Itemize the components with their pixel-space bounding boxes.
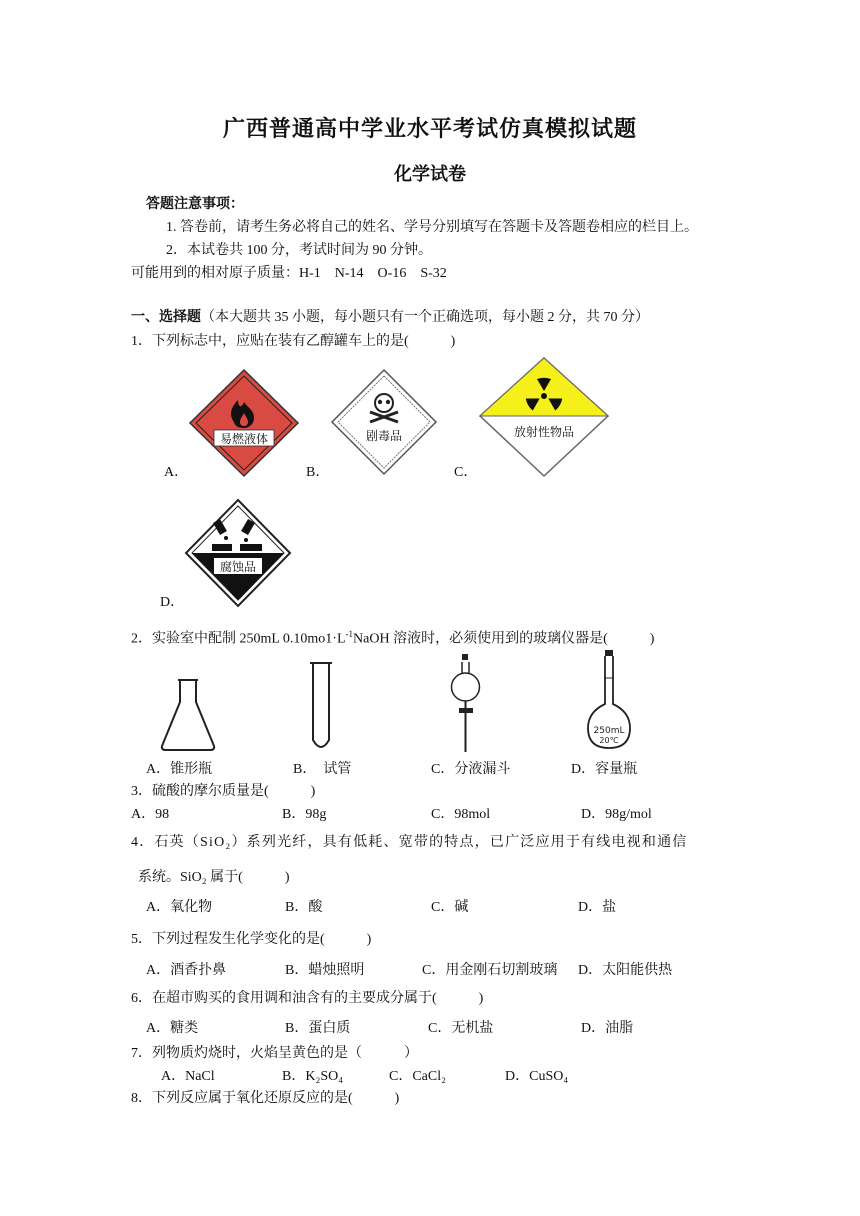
q2-option-d: D．容量瓶 xyxy=(571,762,638,777)
q2-option-a: A．锥形瓶 xyxy=(146,762,213,777)
sign-d-label: 腐蚀品 xyxy=(219,560,257,574)
q3-option-c: C．98mol xyxy=(431,807,491,822)
q5-option-d: D．太阳能供热 xyxy=(578,963,673,978)
q2-stem-post: NaOH 溶液时，必须使用到的玻璃仪器是( ) xyxy=(353,631,655,647)
notice-heading: 答题注意事项： xyxy=(146,197,244,212)
q5-option-c: C．用金刚石切割玻璃 xyxy=(422,963,558,978)
question-5-stem: 5．下列过程发生化学变化的是( ) xyxy=(131,932,372,947)
q1-option-c: C． xyxy=(454,465,478,480)
question-4-line-1: 4．石英（SiO₂）系列光纤，具有低耗、宽带的特点，已广泛应用于有线电视和通信 xyxy=(131,835,688,850)
q5-option-b: B．蜡烛照明 xyxy=(285,963,365,978)
separatory-funnel-icon xyxy=(446,652,486,756)
question-4-line-2: 系统。SiO₂ 属于( ) xyxy=(138,870,290,885)
question-1-stem: 1．下列标志中，应贴在装有乙醇罐车上的是( ) xyxy=(131,334,456,349)
q4-option-d: D．盐 xyxy=(578,900,617,915)
q6-option-b: B．蛋白质 xyxy=(285,1021,351,1036)
section-description: （本大题共 35 小题，每小题只有一个正确选项，每小题 2 分，共 70 分） xyxy=(201,310,649,325)
q5-option-a: A．酒香扑鼻 xyxy=(146,963,227,978)
q3-option-b: B．98g xyxy=(282,807,327,822)
page-title: 广西普通高中学业水平考试仿真模拟试题 xyxy=(222,116,637,141)
atomic-masses: 可能用到的相对原子质量：H-1 N-14 O-16 S-32 xyxy=(131,266,447,281)
flask-volume-label: 250mL xyxy=(593,726,625,736)
volumetric-flask-icon xyxy=(584,648,634,752)
q4-option-c: C．碱 xyxy=(431,900,469,915)
radioactive-sign xyxy=(478,356,610,478)
q4-option-b: B．酸 xyxy=(285,900,323,915)
question-6-stem: 6．在超市购买的食用调和油含有的主要成分属于( ) xyxy=(131,991,484,1006)
test-tube-icon xyxy=(306,660,336,754)
q1-option-d: D． xyxy=(160,595,185,610)
q7-option-d: D．CuSO₄ xyxy=(505,1069,569,1084)
q3-option-a: A．98 xyxy=(131,807,170,822)
question-8-stem: 8．下列反应属于氧化还原反应的是( ) xyxy=(131,1091,400,1106)
question-2-stem xyxy=(131,625,654,649)
notice-item-1: 1. 答卷前，请考生务必将自己的姓名、学号分别填写在答题卡及答题卷相应的栏目上。 xyxy=(166,220,698,235)
q2-option-c: C．分液漏斗 xyxy=(431,762,511,777)
q7-option-a: A．NaCl xyxy=(161,1069,215,1084)
q1-option-a: A． xyxy=(164,465,189,480)
sign-c-label: 放射性物品 xyxy=(513,425,575,439)
notice-item-2: 2．本试卷共 100 分，考试时间为 90 分钟。 xyxy=(166,243,432,258)
page-subtitle: 化学试卷 xyxy=(394,164,466,184)
q6-option-c: C．无机盐 xyxy=(428,1021,494,1036)
question-3-stem: 3．硫酸的摩尔质量是( ) xyxy=(131,784,316,799)
conical-flask-icon xyxy=(158,676,218,754)
flammable-liquid-sign xyxy=(188,368,300,478)
q7-option-b: B．K₂SO₄ xyxy=(282,1069,344,1084)
q7-option-c: C．CaCl₂ xyxy=(389,1069,446,1084)
q6-option-a: A．糖类 xyxy=(146,1021,199,1036)
q2-stem-sup: -1 xyxy=(345,629,354,639)
q1-option-b: B． xyxy=(306,465,330,480)
sign-b-label: 剧毒品 xyxy=(365,429,403,443)
sign-a-label: 易燃液体 xyxy=(219,432,269,446)
corrosive-sign xyxy=(184,498,292,608)
question-7-stem: 7．列物质灼烧时，火焰呈黄色的是（ ） xyxy=(131,1046,418,1061)
q2-stem-pre: 2．实验室中配制 250mL 0.10mo1·L xyxy=(131,631,346,647)
flask-temp-label: 20℃ xyxy=(599,736,619,745)
q2-option-b: B． 试管 xyxy=(293,762,352,777)
q4-option-a: A．氧化物 xyxy=(146,900,213,915)
section-heading xyxy=(131,309,649,327)
q3-option-d: D．98g/mol xyxy=(581,807,652,822)
toxic-sign xyxy=(330,368,438,476)
section-title: 一、选择题 xyxy=(131,310,201,325)
q6-option-d: D．油脂 xyxy=(581,1021,634,1036)
